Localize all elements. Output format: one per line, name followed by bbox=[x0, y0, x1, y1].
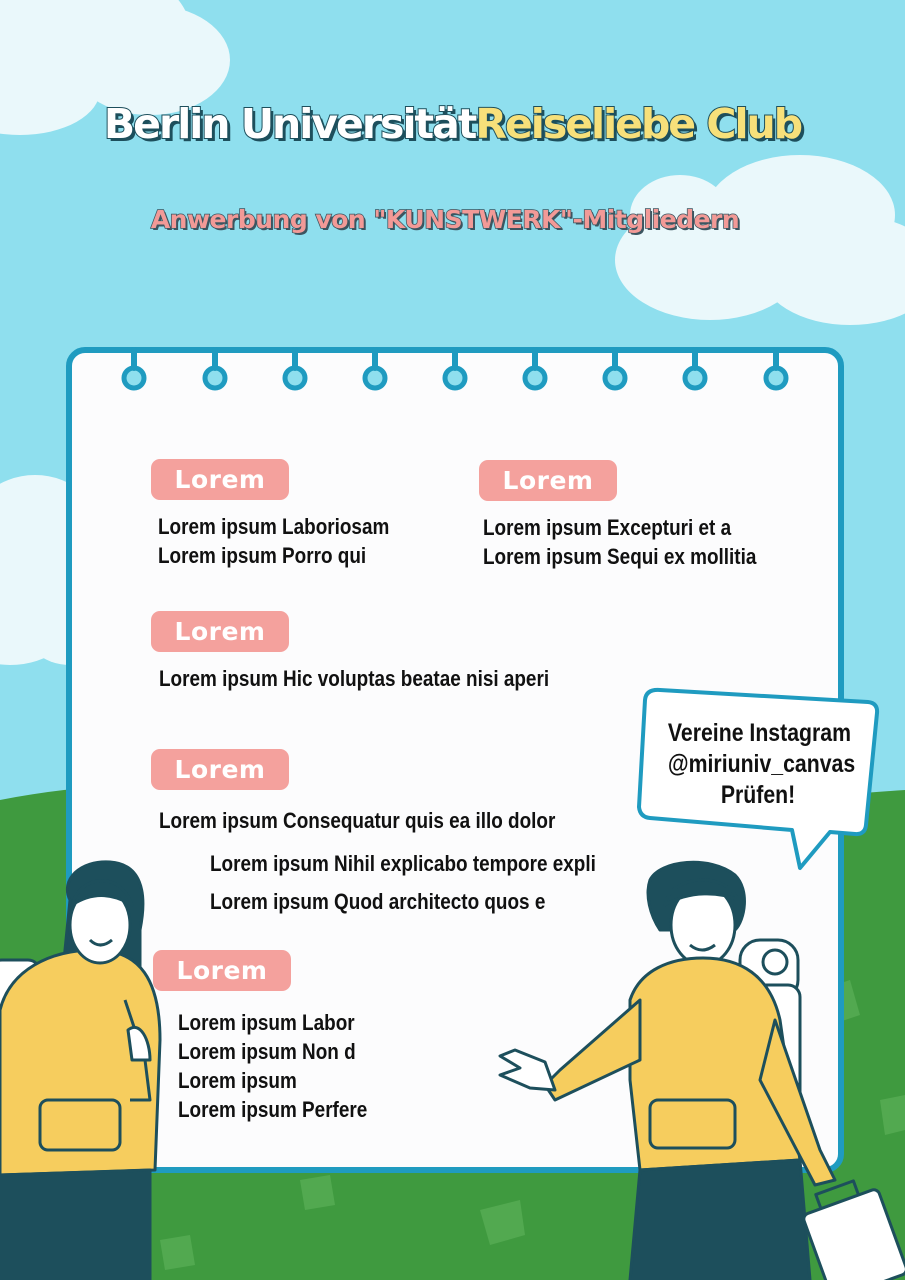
section-line: Lorem ipsum Excepturi et a bbox=[483, 515, 732, 540]
section-text bbox=[483, 513, 756, 571]
section-line: Lorem ipsum Sequi ex mollitia bbox=[483, 544, 757, 569]
callout-line: Vereine Instagram bbox=[667, 719, 851, 747]
title-part-club: Reiseliebe Club bbox=[475, 100, 802, 148]
page-subtitle: Anwerbung von "KUNSTWERK"-Mitgliedern bbox=[150, 205, 740, 234]
section-line: Lorem ipsum Labor bbox=[178, 1010, 355, 1035]
title-part-university: Berlin Universität bbox=[103, 100, 476, 148]
section-subtext bbox=[210, 845, 596, 921]
section-line: Lorem ipsum Perfere bbox=[178, 1097, 368, 1122]
section-text bbox=[159, 806, 555, 835]
section-text bbox=[158, 512, 389, 570]
section-text bbox=[178, 1008, 367, 1124]
section-tag: Lorem bbox=[479, 460, 617, 501]
section-tag: Lorem bbox=[151, 459, 289, 500]
section-tag: Lorem bbox=[153, 950, 291, 991]
section-line: Lorem ipsum Consequatur quis ea illo dolor bbox=[159, 808, 556, 833]
section-line: Lorem ipsum Nihil explicabo tempore expli bbox=[210, 851, 596, 876]
cloud-right bbox=[615, 155, 905, 325]
section-line: Lorem ipsum Hic voluptas beatae nisi aperi bbox=[159, 666, 550, 691]
callout-line: Prüfen! bbox=[720, 781, 796, 809]
section-line: Lorem ipsum Quod architecto quos e bbox=[210, 889, 546, 914]
section-text bbox=[159, 664, 549, 693]
instagram-handle: @miriuniv_canvas bbox=[667, 750, 856, 778]
section-line: Lorem ipsum Non d bbox=[178, 1039, 356, 1064]
section-tag: Lorem bbox=[151, 749, 289, 790]
section-line: Lorem ipsum bbox=[178, 1068, 297, 1093]
section-line: Lorem ipsum Porro qui bbox=[158, 543, 367, 568]
instagram-callout bbox=[652, 718, 864, 811]
section-tag: Lorem bbox=[151, 611, 289, 652]
section-line: Lorem ipsum Laboriosam bbox=[158, 514, 390, 539]
page-title bbox=[0, 100, 905, 148]
